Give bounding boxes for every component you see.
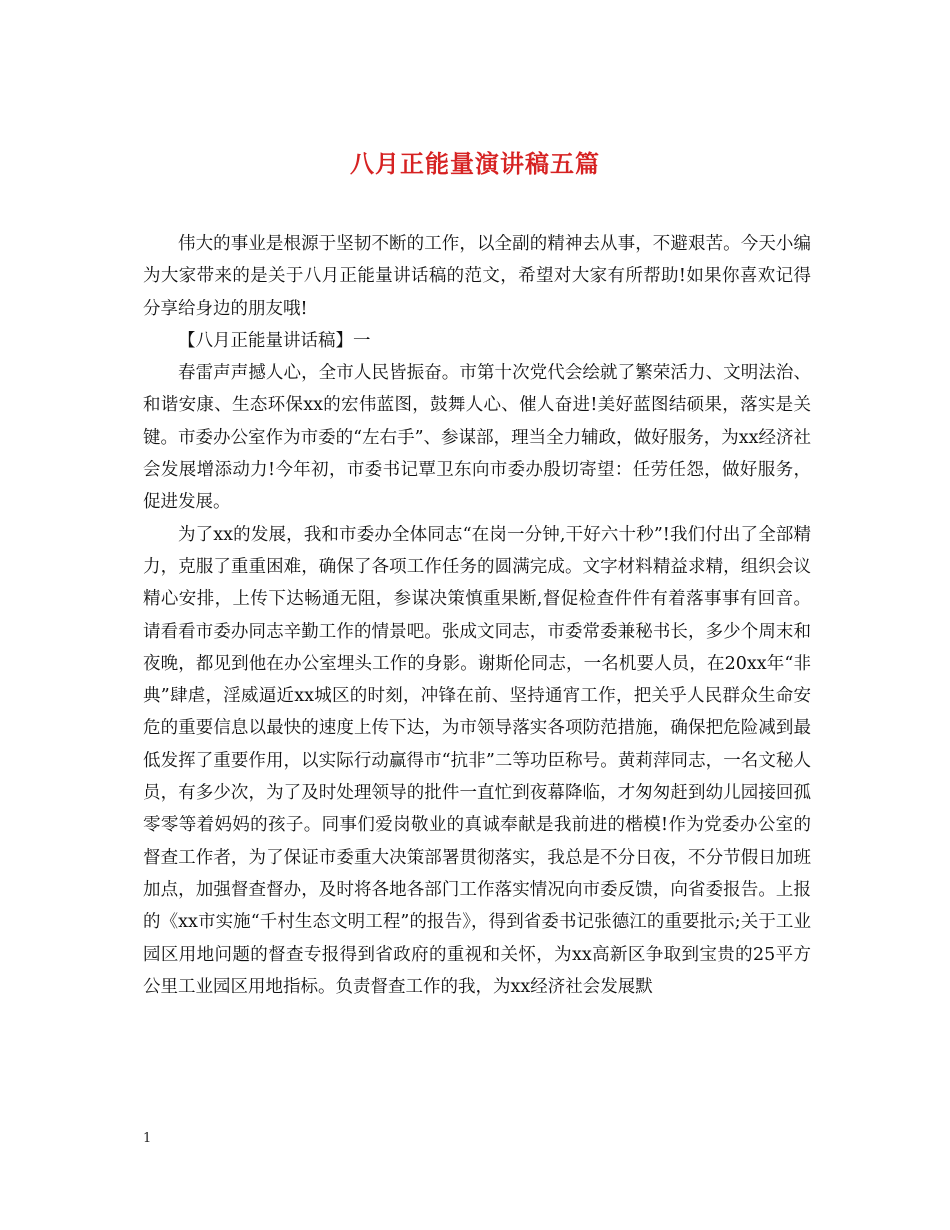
page-number: 1 [143, 1131, 152, 1146]
intro-paragraph: 伟大的事业是根源于坚韧不断的工作，以全副的精神去从事，不避艰苦。今天小编为大家带来的是关于八月正能量讲话稿的范文，希望对大家有所帮助!如果你喜欢记得分享给身边的朋友哦! [143, 234, 811, 319]
document-body [143, 228, 811, 1003]
body-paragraph: 为了xx的发展，我和市委办全体同志“在岗一分钟,干好六十秒”!我们付出了全部精力，克服了重重困难，确保了各项工作任务的圆满完成。文字材料精益求精，组织会议精心安排，上传下达畅通无阻，参谋决策慎重果断,督促检查件件有着落事事有回音。请看看市委办同志辛勤工作的情景吧。张成文同志，市委常委兼秘书长，多少个周末和夜晚，都见到他在办公室埋头工作的身影。谢斯伦同志，一名机要人员，在20xx年“非典”肆虐，淫威逼近xx城区的时刻，冲锋在前、坚持通宵工作，把关乎人民群众生命安危的重要信息以最快的速度上传下达，为市领导落实各项防范措施，确保把危险减到最低发挥了重要作用，以实际行动赢得市“抗非”二等功臣称号。黄莉萍同志，一名文秘人员，有多少次，为了及时处理领导的批件一直忙到夜幕降临，才匆匆赶到幼儿园接回孤零零等着妈妈的孩子。同事们爱岗敬业的真诚奉献是我前进的楷模!作为党委办公室的督查工作者，为了保证市委重大决策部署贯彻落实，我总是不分日夜，不分节假日加班加点，加强督查督办，及时将各地各部门工作落实情况向市委反馈，向省委报告。上报的《xx市实施“千村生态文明工程”的报告》，得到省委书记张德江的重要批示;关于工业园区用地问题的督查专报得到省政府的重视和关怀，为xx高新区争取到宝贵的25平方公里工业园区用地指标。负责督查工作的我，为xx经济社会发展默 [143, 524, 811, 997]
section-heading: 【八月正能量讲话稿】一 [178, 330, 371, 351]
body-paragraph: 春雷声声撼人心，全市人民皆振奋。市第十次党代会绘就了繁荣活力、文明法治、和谐安康、生态环保xx的宏伟蓝图，鼓舞人心、催人奋进!美好蓝图结硕果，落实是关键。市委办公室作为市委的“左右手”、参谋部，理当全力辅政，做好服务，为xx经济社会发展增添动力!今年初，市委书记覃卫东向市委办殷切寄望：任劳任怨，做好服务，促进发展。 [143, 363, 811, 513]
document-title: 八月正能量演讲稿五篇 [350, 149, 600, 179]
